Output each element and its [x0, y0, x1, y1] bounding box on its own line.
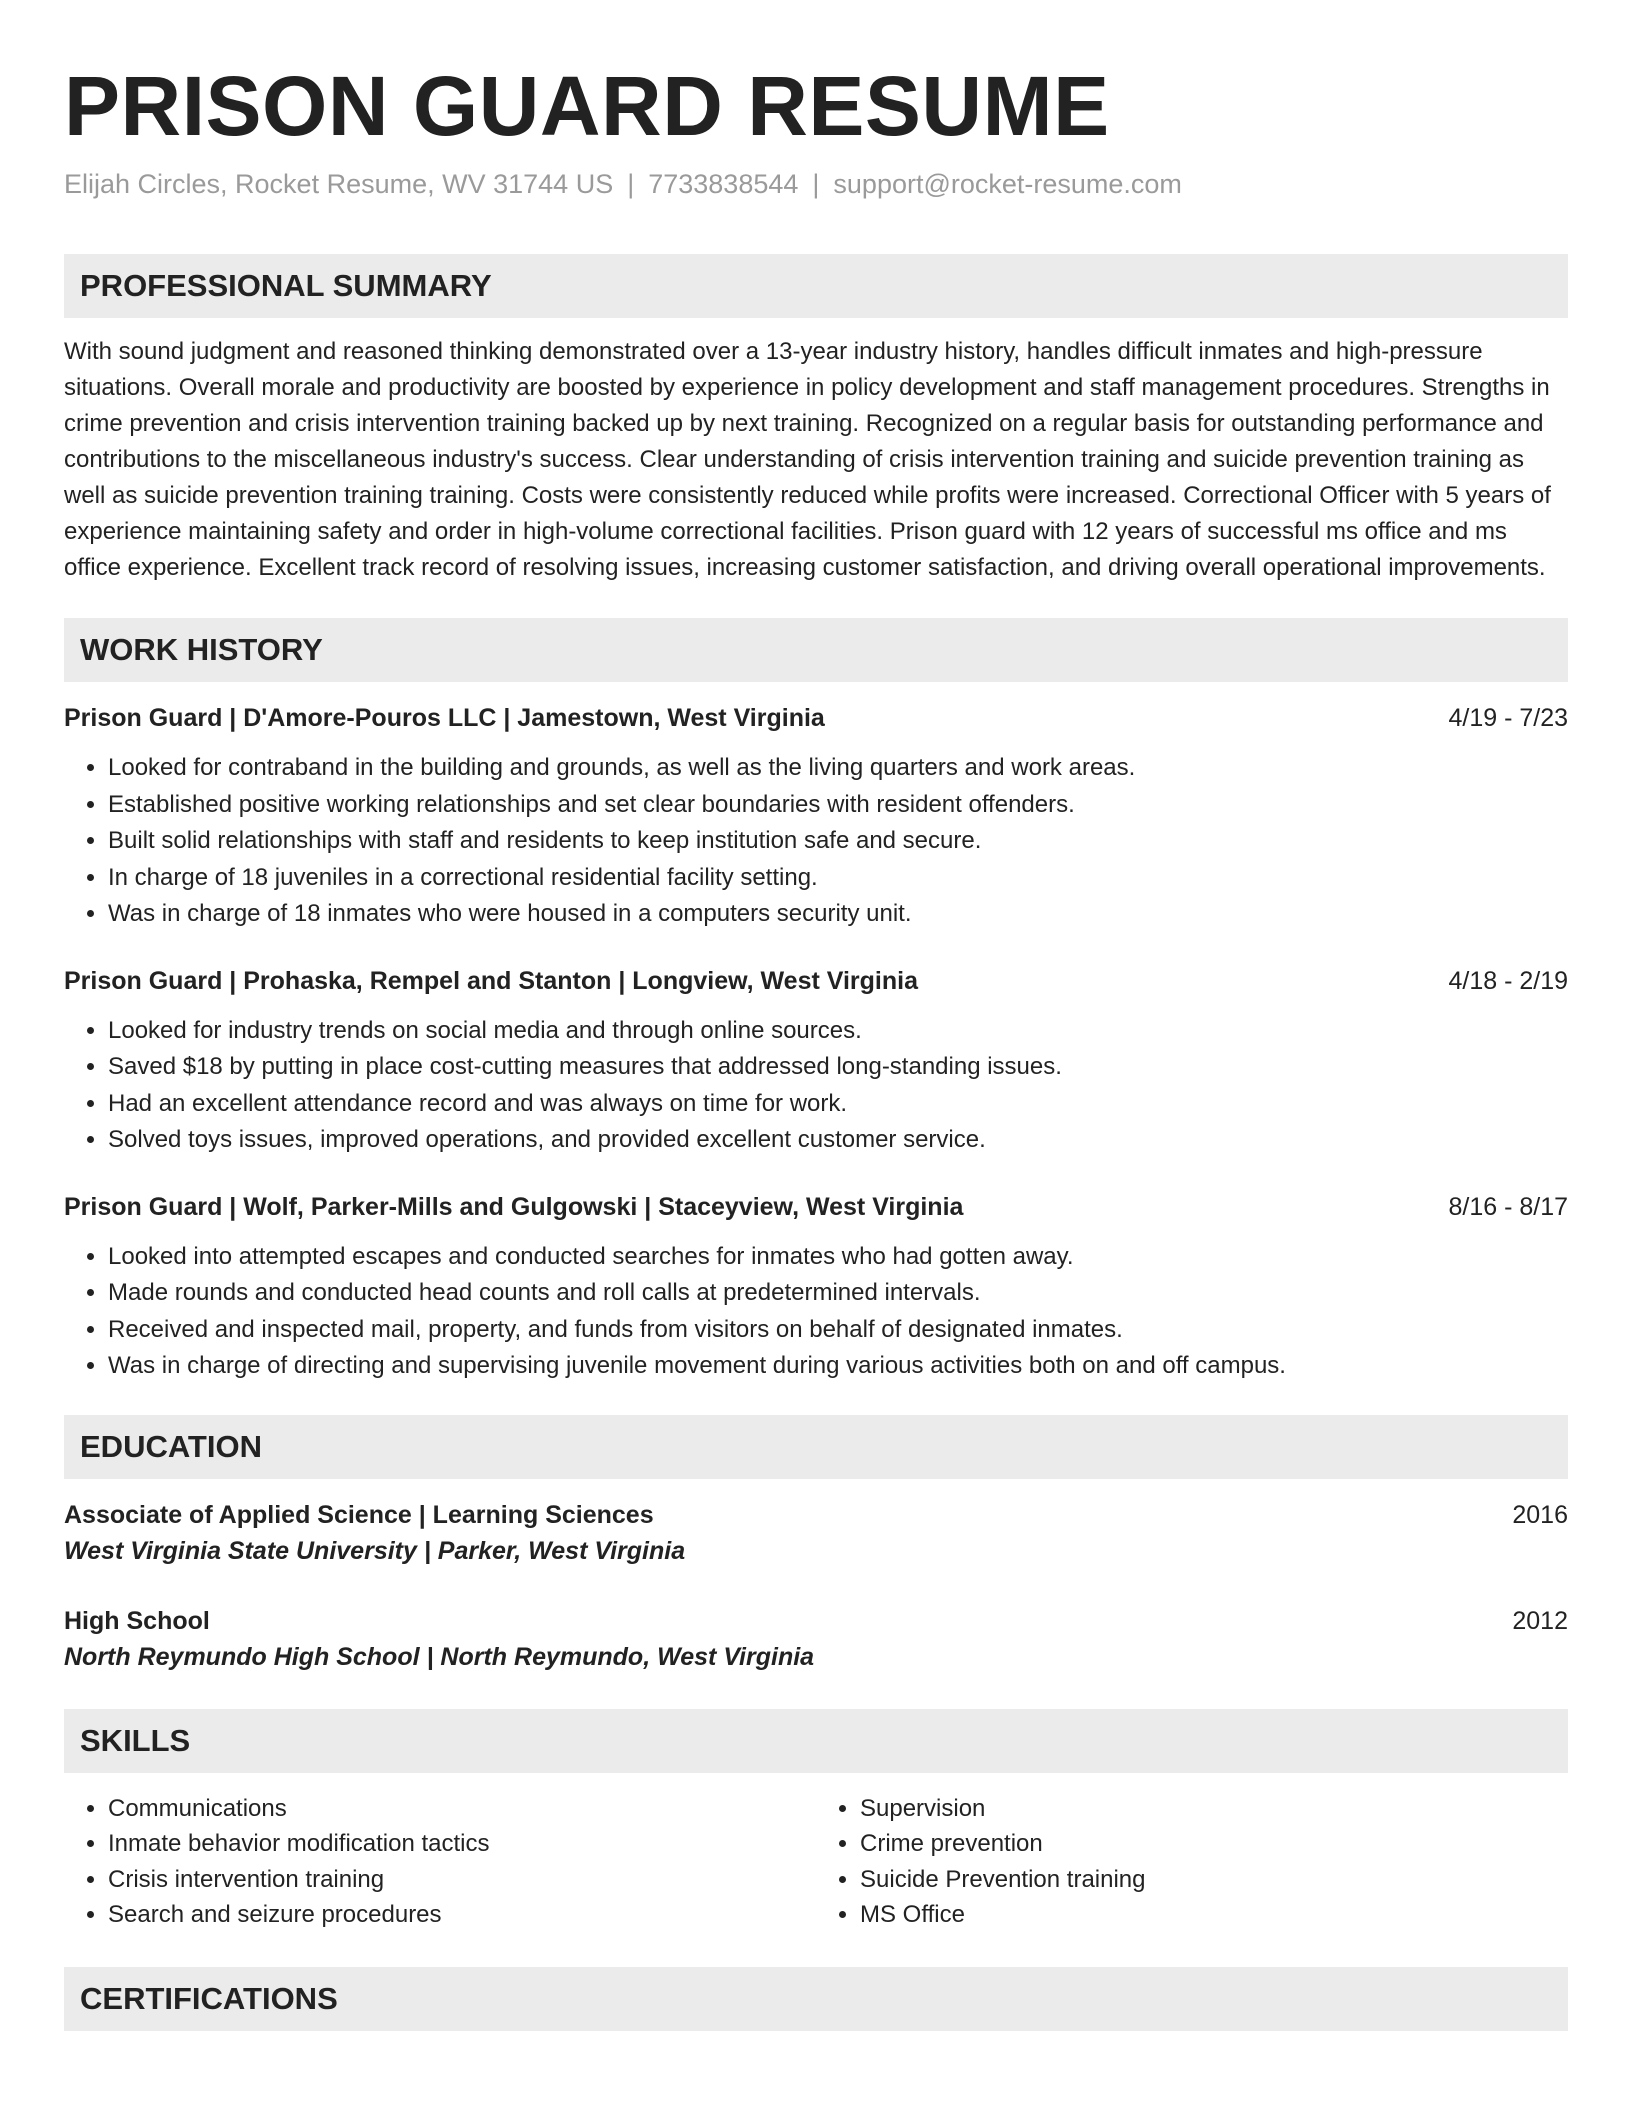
job-entry: [64, 963, 1568, 1159]
job-bullet: • Established positive working relationships and set clear boundaries with resident offenders.: [108, 787, 1568, 824]
job-bullet: • Was in charge of 18 inmates who were housed in a computers security unit.: [108, 896, 1568, 933]
page-title: PRISON GUARD RESUME: [64, 59, 1110, 153]
job-bullet: • Looked for industry trends on social media and through online sources.: [108, 1013, 1568, 1050]
job-dates: 4/18 - 2/19: [1448, 966, 1568, 995]
job-dates: 8/16 - 8/17: [1448, 1192, 1568, 1221]
job-bullet: • Made rounds and conducted head counts and roll calls at predetermined intervals.: [108, 1275, 1568, 1312]
skill-item: • Crime prevention: [860, 1826, 1568, 1862]
contact-address: Elijah Circles, Rocket Resume, WV 31744 US: [64, 169, 614, 199]
skills-list: [64, 1791, 1568, 1933]
job-bullet: • Saved $18 by putting in place cost-cutting measures that addressed long-standing issues.: [108, 1049, 1568, 1086]
job-header: [64, 1189, 1568, 1225]
summary-text: With sound judgment and reasoned thinking demonstrated over a 13-year industry history, handles difficult inmates and high-pressure situations. Overall morale and productivity are boosted by experience in policy development and staff management procedures. Strengths in crime prevention and crisis intervention training backed up by next training. Recognized on a regular basis for outstanding performance and contributions to the miscellaneous industry's success. Clear understanding of crisis intervention training and suicide prevention training as well as suicide prevention training training. Costs were consistently reduced while profits were increased. Correctional Officer with 5 years of experience maintaining safety and order in high-volume correctional facilities. Prison guard with 12 years of successful ms office and ms office experience. Excellent track record of resolving issues, increasing customer satisfaction, and driving overall operational improvements.: [64, 338, 1551, 581]
job-bullet: • Solved toys issues, improved operations, and provided excellent customer service.: [108, 1122, 1568, 1159]
skill-item: • Crisis intervention training: [108, 1862, 816, 1898]
job-header: [64, 700, 1568, 736]
skill-item: • Communications: [108, 1791, 816, 1827]
section-header-summary: PROFESSIONAL SUMMARY: [64, 254, 1568, 318]
job-title: Prison Guard | D'Amore-Pouros LLC | Jamestown, West Virginia: [64, 704, 825, 732]
contact-email: support@rocket-resume.com: [833, 169, 1182, 199]
skill-item: • MS Office: [860, 1897, 1568, 1933]
job-dates: 4/19 - 7/23: [1448, 704, 1568, 732]
job-bullet: • Built solid relationships with staff and residents to keep institution safe and secure.: [108, 823, 1568, 860]
skills-column-left: [64, 1791, 816, 1933]
education-entry: [64, 1497, 1568, 1569]
contact-line: [64, 166, 1568, 202]
education-degree: High School: [64, 1606, 210, 1635]
job-bullet: • Looked into attempted escapes and conducted searches for inmates who had gotten away.: [108, 1239, 1568, 1276]
section-header-work-history: WORK HISTORY: [64, 618, 1568, 682]
education-year: 2016: [1512, 1500, 1568, 1529]
job-bullet: • Was in charge of directing and supervising juvenile movement during various activities both on and off campus.: [108, 1348, 1568, 1385]
job-header: [64, 963, 1568, 999]
job-entry: [64, 700, 1568, 933]
skill-item: • Supervision: [860, 1791, 1568, 1827]
skill-item: • Suicide Prevention training: [860, 1862, 1568, 1898]
job-bullets: [64, 750, 1568, 933]
education-school: North Reymundo High School | North Reymundo, West Virginia: [64, 1642, 815, 1671]
education-header: [64, 1603, 1568, 1639]
contact-phone: 7733838544: [648, 169, 799, 199]
job-bullets: [64, 1239, 1568, 1385]
education-school: West Virginia State University | Parker, West Virginia: [64, 1536, 686, 1565]
education-entry: [64, 1603, 1568, 1675]
job-bullet: • In charge of 18 juveniles in a correctional residential facility setting.: [108, 860, 1568, 897]
contact-separator: |: [812, 169, 820, 199]
job-title: Prison Guard | Wolf, Parker-Mills and Gulgowski | Staceyview, West Virginia: [64, 1192, 964, 1221]
education-header: [64, 1497, 1568, 1533]
section-header-certifications: CERTIFICATIONS: [64, 1967, 1568, 2031]
job-bullets: [64, 1013, 1568, 1159]
job-entry: [64, 1189, 1568, 1385]
contact-separator: |: [627, 169, 635, 199]
skill-item: • Inmate behavior modification tactics: [108, 1826, 816, 1862]
skill-item: • Search and seizure procedures: [108, 1897, 816, 1933]
education-degree: Associate of Applied Science | Learning Sciences: [64, 1500, 654, 1529]
education-year: 2012: [1512, 1606, 1568, 1635]
job-bullet: • Looked for contraband in the building and grounds, as well as the living quarters and work areas.: [108, 750, 1568, 787]
job-bullet: • Received and inspected mail, property, and funds from visitors on behalf of designated inmates.: [108, 1312, 1568, 1349]
job-bullet: • Had an excellent attendance record and was always on time for work.: [108, 1086, 1568, 1123]
section-header-skills: SKILLS: [64, 1709, 1568, 1773]
section-header-education: EDUCATION: [64, 1415, 1568, 1479]
job-title: Prison Guard | Prohaska, Rempel and Stanton | Longview, West Virginia: [64, 966, 918, 995]
skills-column-right: [816, 1791, 1568, 1933]
